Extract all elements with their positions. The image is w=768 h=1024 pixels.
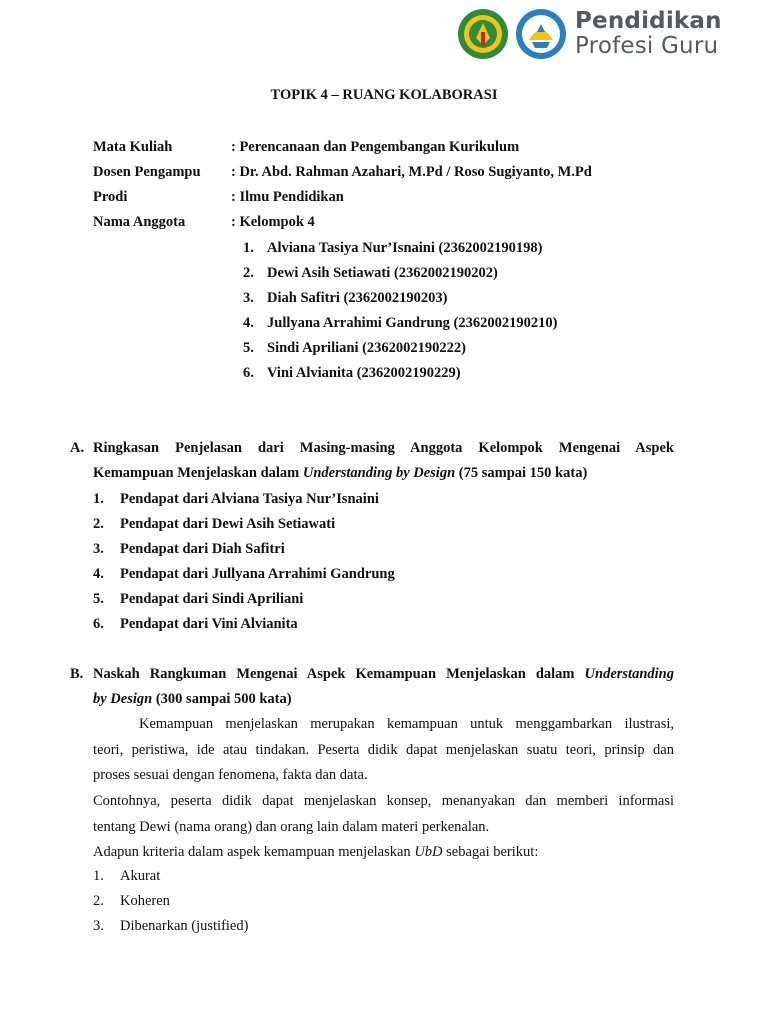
paragraph-example xyxy=(93,789,674,840)
list-text: Dibenarkan (justified) xyxy=(120,918,249,934)
list-item xyxy=(243,315,557,332)
list-item xyxy=(93,516,335,533)
list-item xyxy=(93,868,160,885)
list-number: 3. xyxy=(93,918,104,934)
member-name: Diah Safitri (2362002190203) xyxy=(267,290,448,306)
list-number: 6. xyxy=(93,616,104,632)
list-text: Pendapat dari Sindi Apriliani xyxy=(120,591,304,607)
list-item xyxy=(93,893,170,910)
criteria-intro-italic: UbD xyxy=(414,844,443,860)
paragraph-line: tentang Dewi (nama orang) dan orang lain dalam materi perkenalan. xyxy=(93,818,490,835)
member-name: Sindi Apriliani (2362002190222) xyxy=(267,340,467,356)
list-number: 2. xyxy=(93,516,104,532)
list-item xyxy=(93,918,248,935)
list-number: 6. xyxy=(243,365,254,381)
info-key: Nama Anggota xyxy=(93,214,186,230)
section-a-line1: Ringkasan Penjelasan dari Masing-masing Anggota Kelompok Mengenai Aspek xyxy=(93,440,674,456)
section-b-line2-post: (300 sampai 500 kata) xyxy=(152,691,292,707)
list-item xyxy=(243,365,461,382)
paragraph-criteria-intro xyxy=(93,840,674,866)
list-text: Pendapat dari Vini Alvianita xyxy=(120,616,298,632)
list-item xyxy=(93,566,395,583)
header-logos xyxy=(457,8,722,60)
member-name: Vini Alvianita (2362002190229) xyxy=(267,365,461,381)
list-item xyxy=(93,591,303,608)
list-number: 3. xyxy=(93,541,104,557)
list-item xyxy=(93,616,298,633)
kemendikbud-logo-icon xyxy=(515,8,567,60)
section-letter: B. xyxy=(70,666,84,682)
paragraph-line: Contohnya, peserta didik dapat menjelaskan konsep, menanyakan dan memberi informasi xyxy=(93,793,674,809)
brand-line1: Pendidikan xyxy=(575,8,722,34)
paragraph-line: Kemampuan menjelaskan merupakan kemampuan untuk menggambarkan ilustrasi, xyxy=(139,716,674,732)
list-text: Pendapat dari Jullyana Arrahimi Gandrung xyxy=(120,566,395,582)
section-b-line1-italic: Understanding xyxy=(584,666,674,682)
list-number: 1. xyxy=(93,491,104,507)
list-number: 1. xyxy=(93,868,104,884)
paragraph-line: teori, peristiwa, ide atau tindakan. Peserta didik dapat menjelaskan suatu teori, prinsip dan xyxy=(93,741,674,758)
member-name: Dewi Asih Setiawati (2362002190202) xyxy=(267,265,498,281)
list-number: 5. xyxy=(93,591,104,607)
section-a-line2-pre: Kemampuan Menjelaskan dalam xyxy=(93,465,303,481)
section-letter: A. xyxy=(70,440,85,456)
list-number: 5. xyxy=(243,340,254,356)
list-text: Pendapat dari Alviana Tasiya Nur’Isnaini xyxy=(120,491,379,507)
list-item xyxy=(93,491,379,508)
paragraph-line: proses sesuai dengan fenomena, fakta dan data. xyxy=(93,767,368,783)
criteria-intro-post: sebagai berikut: xyxy=(442,844,539,860)
criteria-intro-pre: Adapun kriteria dalam aspek kemampuan menjelaskan xyxy=(93,844,415,860)
info-key: Prodi xyxy=(93,189,128,205)
list-text: Pendapat dari Dewi Asih Setiawati xyxy=(120,516,336,532)
info-value: : Dr. Abd. Rahman Azahari, M.Pd / Roso Sugiyanto, M.Pd xyxy=(231,164,592,180)
document-title: TOPIK 4 – RUANG KOLABORASI xyxy=(270,87,498,103)
member-name: Jullyana Arrahimi Gandrung (2362002190210) xyxy=(267,315,558,331)
member-name: Alviana Tasiya Nur’Isnaini (2362002190198) xyxy=(267,240,543,256)
list-item xyxy=(243,340,466,357)
section-b-line1-pre: Naskah Rangkuman Mengenai Aspek Kemampuan Menjelaskan dalam xyxy=(93,666,585,682)
section-a-line2-post: (75 sampai 150 kata) xyxy=(455,465,588,481)
paragraph-definition xyxy=(93,712,674,789)
list-number: 2. xyxy=(243,265,254,281)
info-key: Dosen Pengampu xyxy=(93,164,201,180)
list-text: Pendapat dari Diah Safitri xyxy=(120,541,285,557)
section-b-line2-italic: by Design xyxy=(93,691,153,707)
section-a-line2-italic: Understanding by Design xyxy=(302,465,456,481)
list-number: 1. xyxy=(243,240,254,256)
university-logo-icon xyxy=(457,8,509,60)
list-text: Akurat xyxy=(120,868,161,884)
list-item xyxy=(243,265,498,282)
list-number: 2. xyxy=(93,893,104,909)
info-value: : Ilmu Pendidikan xyxy=(231,189,344,205)
brand-wordmark xyxy=(575,10,722,58)
section-a-heading xyxy=(70,436,674,486)
list-item xyxy=(243,290,447,307)
list-text: Koheren xyxy=(120,893,170,909)
list-number: 3. xyxy=(243,290,254,306)
info-value: : Kelompok 4 xyxy=(231,214,315,230)
info-value: : Perencanaan dan Pengembangan Kurikulum xyxy=(231,139,520,155)
section-b-heading xyxy=(70,662,674,712)
list-item xyxy=(93,541,285,558)
list-number: 4. xyxy=(93,566,104,582)
brand-line2: Profesi Guru xyxy=(575,33,719,59)
list-number: 4. xyxy=(243,315,254,331)
list-item xyxy=(243,240,542,257)
info-key: Mata Kuliah xyxy=(93,139,173,155)
